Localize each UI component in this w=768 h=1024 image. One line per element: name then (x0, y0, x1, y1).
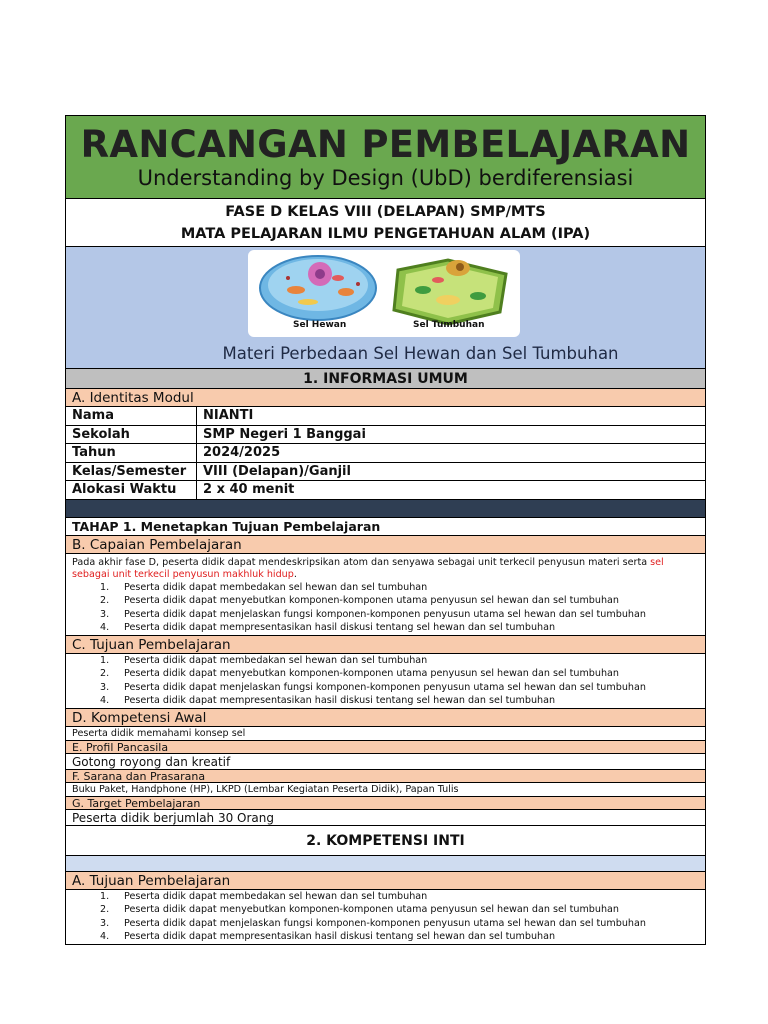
tujuan-2-head: A. Tujuan Pembelajaran (66, 872, 705, 890)
kompetensi-awal-text: Peserta didik memahami konsep sel (66, 727, 705, 741)
fase-block (66, 199, 705, 247)
identity-key: Kelas/Semester (66, 463, 197, 481)
tujuan-head: C. Tujuan Pembelajaran (66, 636, 705, 654)
list-text: Peserta didik dapat mempresentasikan hasil diskusi tentang sel hewan dan sel tumbuhan (124, 622, 556, 634)
materi-caption: Materi Perbedaan Sel Hewan dan Sel Tumbuhan (222, 344, 619, 363)
list-item (66, 667, 705, 681)
identity-row (66, 444, 705, 463)
identity-key: Sekolah (66, 426, 197, 444)
target-head: G. Target Pembelajaran (66, 797, 705, 810)
list-item (66, 581, 705, 595)
identity-value: 2024/2025 (203, 445, 281, 461)
list-text: Peserta didik dapat mempresentasikan hasil diskusi tentang sel hewan dan sel tumbuhan (124, 931, 556, 943)
list-item (66, 694, 705, 708)
identity-key: Nama (66, 407, 197, 425)
capaian-body (66, 554, 705, 636)
tujuan-2-list (66, 890, 705, 944)
identity-value: VIII (Delapan)/Ganjil (203, 463, 351, 479)
identity-row (66, 463, 705, 482)
list-item (66, 654, 705, 668)
cell-illustration (248, 250, 520, 337)
list-number: 3. (100, 681, 110, 693)
tujuan-body (66, 654, 705, 709)
label-sel-tumbuhan: Sel Tumbuhan (413, 320, 485, 330)
list-item (66, 594, 705, 608)
identity-row (66, 426, 705, 445)
list-text: Peserta didik dapat membedakan sel hewan dan sel tumbuhan (124, 890, 428, 902)
illustration-block (66, 247, 705, 369)
list-text: Peserta didik dapat membedakan sel hewan dan sel tumbuhan (124, 581, 428, 593)
list-item (66, 930, 705, 944)
list-number: 1. (100, 890, 110, 902)
mapel-line: MATA PELAJARAN ILMU PENGETAHUAN ALAM (IPA) (180, 226, 591, 242)
list-text: Peserta didik dapat menjelaskan fungsi komponen-komponen penyusun utama sel hewan dan sel tumbuhan (124, 681, 646, 693)
blue-band (66, 856, 705, 872)
document-subtitle: Understanding by Design (UbD) berdiferensiasi (137, 166, 634, 190)
list-text: Peserta didik dapat menyebutkan komponen-komponen utama penyusun sel hewan dan sel tumbuhan (124, 595, 619, 607)
sarana-head: F. Sarana dan Prasarana (66, 770, 705, 783)
profil-head: E. Profil Pancasila (66, 741, 705, 754)
list-text: Peserta didik dapat menjelaskan fungsi komponen-komponen penyusun utama sel hewan dan sel tumbuhan (124, 608, 646, 620)
profil-text: Gotong royong dan kreatif (66, 754, 705, 770)
capaian-head: B. Capaian Pembelajaran (66, 536, 705, 554)
identity-value: NIANTI (203, 408, 254, 423)
section-informasi-umum: 1. INFORMASI UMUM (66, 369, 705, 389)
section-kompetensi-inti: 2. KOMPETENSI INTI (66, 826, 705, 856)
list-item (66, 681, 705, 695)
list-item (66, 917, 705, 931)
fase-line: FASE D KELAS VIII (DELAPAN) SMP/MTS (225, 204, 546, 220)
label-sel-hewan: Sel Hewan (293, 320, 347, 330)
list-text: Peserta didik dapat menjelaskan fungsi komponen-komponen penyusun utama sel hewan dan sel tumbuhan (124, 917, 646, 929)
list-number: 1. (100, 581, 110, 593)
list-number: 2. (100, 904, 110, 916)
list-number: 3. (100, 917, 110, 929)
list-text: Peserta didik dapat menyebutkan komponen-komponen utama penyusun sel hewan dan sel tumbuhan (124, 668, 619, 680)
list-item (66, 608, 705, 622)
target-text: Peserta didik berjumlah 30 Orang (66, 810, 705, 826)
tahap-1-heading: TAHAP 1. Menetapkan Tujuan Pembelajaran (66, 518, 705, 536)
title-block (66, 116, 705, 199)
capaian-highlight: sel sebagai unit terkecil penyusun makhluk hidup (72, 556, 664, 580)
list-number: 2. (100, 595, 110, 607)
capaian-paragraph (66, 554, 705, 581)
capaian-end: . (293, 568, 297, 580)
list-item (66, 621, 705, 635)
kompetensi-awal-head: D. Kompetensi Awal (66, 709, 705, 727)
list-text: Peserta didik dapat mempresentasikan hasil diskusi tentang sel hewan dan sel tumbuhan (124, 695, 556, 707)
list-number: 4. (100, 695, 110, 707)
capaian-list (66, 581, 705, 635)
lesson-plan-document (65, 115, 706, 945)
tujuan-list (66, 654, 705, 708)
list-number: 3. (100, 608, 110, 620)
identitas-modul-head: A. Identitas Modul (66, 389, 705, 407)
divider-band (66, 500, 705, 518)
list-item (66, 890, 705, 904)
list-text: Peserta didik dapat menyebutkan komponen-komponen utama penyusun sel hewan dan sel tumbuhan (124, 904, 619, 916)
list-item (66, 903, 705, 917)
capaian-text: Pada akhir fase D, peserta didik dapat mendeskripsikan atom dan senyawa sebagai unit terkecil penyusun materi serta (72, 556, 651, 568)
list-number: 1. (100, 654, 110, 666)
identity-value: SMP Negeri 1 Banggai (203, 426, 366, 442)
list-number: 2. (100, 668, 110, 680)
sarana-text: Buku Paket, Handphone (HP), LKPD (Lembar Kegiatan Peserta Didik), Papan Tulis (66, 783, 705, 797)
identity-row (66, 407, 705, 426)
list-number: 4. (100, 622, 110, 634)
identity-key: Alokasi Waktu (66, 481, 197, 499)
tujuan-2-body (66, 890, 705, 944)
identity-row (66, 481, 705, 500)
identity-key: Tahun (66, 444, 197, 462)
document-title: RANCANGAN PEMBELAJARAN (80, 123, 691, 166)
list-number: 4. (100, 931, 110, 943)
identity-value: 2 x 40 menit (203, 482, 295, 498)
list-text: Peserta didik dapat membedakan sel hewan dan sel tumbuhan (124, 654, 428, 666)
